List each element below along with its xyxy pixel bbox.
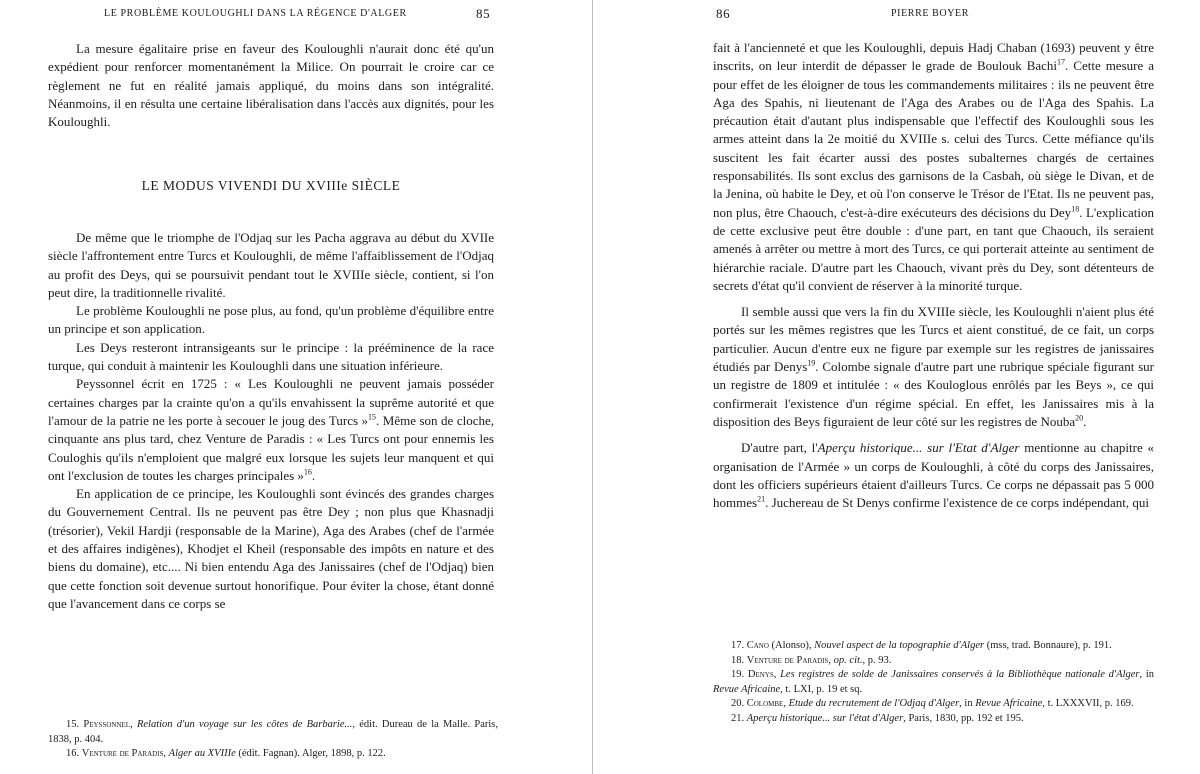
footnote-18-rest: , p. 93. (862, 654, 892, 666)
footnote-16: 16. Venture de Paradis, Alger au XVIIIe (édit. Fagnan). Alger, 1898, p. 122. (66, 748, 386, 760)
footnote-21-rest: , Paris, 1830, pp. 192 et 195. (903, 712, 1024, 724)
footnote-17-author: Cano (746, 640, 769, 651)
footnote-18-number: 18. (731, 654, 745, 666)
footnote-ref-17: 17 (1057, 57, 1066, 67)
right-para-3-part-c: . Juchereau de St Denys confirme l'existence de ce corps indépendant, qui (765, 495, 1149, 511)
right-running-head: PIERRE BOYER (891, 8, 970, 19)
footnote-17-rest: (mss, trad. Bonnaure), p. 191. (984, 640, 1112, 651)
footnote-21 (713, 712, 1154, 727)
footnote-16-title: Alger au XVIIIe (168, 748, 236, 760)
footnote-17-title: Nouvel aspect de la topographie d'Alger (814, 640, 985, 651)
footnote-17-number: 17. (731, 640, 745, 651)
footnote-15-author: Peyssonnel (83, 719, 131, 730)
right-para-1-part-a: fait à l'ancienneté et que les Kouloughli, depuis Hadj Chaban (1693) peuvent y être inscrits, on leur interdit de dépasser le grade de Boulouk Bachi (713, 40, 1154, 74)
footnote-20-rest: , in (959, 698, 976, 710)
right-para-2-part-a: Il semble aussi que vers la fin du XVIIIe siècle, les Kouloughli n'aient plus été portés sur les mêmes registres que les Turcs et aient constitué, de ce fait, un corps particulier. Aucun d'entre eux ne figure par exemple sur les registres de janissaires étudiés par Denys (713, 304, 1154, 375)
left-para-5-part-c: . (311, 467, 316, 483)
footnote-20: 20. Colombe, Etude du recrutement de l'Odjaq d'Alger, in Revue Africaine, t. LXXXVII, p. 169. (731, 698, 1134, 710)
right-para-3-title: Aperçu historique... sur l'Etat d'Alger (817, 440, 1020, 456)
footnote-19-journal: Revue Africaine (713, 683, 781, 695)
right-para-1-part-c: . L'explication de cette exclusive peut être double : d'une part, en tant que Chaouch, ils seraient amenés à arrêter ou mettre à mort des Turcs, ce qui porterait atteinte au sentiment de hiérarchie raciale. D'autre part les Chaouch, vivant près du Dey, sont détenteurs de secrets d'état qu'il convient de réserver à la minorité turque. (713, 204, 1154, 293)
footnote-20-title: Etude du recrutement de l'Odjaq d'Alger (788, 698, 960, 710)
left-opening-paragraph (48, 40, 494, 131)
right-page (599, 0, 1200, 774)
footnote-16-author: Venture de Paradis (81, 748, 164, 760)
footnote-ref-18: 18 (1071, 204, 1080, 214)
right-body-text (713, 39, 1154, 512)
footnote-19-author: Denys (747, 669, 774, 681)
footnote-15-rest: , édit. Dureau de la Malle. Paris, 1838, p. 404. (48, 719, 499, 745)
footnote-20-number: 20. (731, 698, 745, 710)
footnote-15: 15. Peyssonnel, Relation d'un voyage sur les côtes de Barbarie..., édit. Dureau de la Malle. Paris, 1838, p. 404. (48, 719, 499, 745)
footnote-18-title: op. cit. (833, 654, 863, 666)
footnote-19: 19. Denys, Les registres de solde de Janissaires conservés à la Bibliothèque nationale d'Alger, in Revue Africaine, t. LXI, p. 19 et sq. (713, 669, 1155, 695)
right-para-1-part-b: . Cette mesure a pour effet de les éloigner de tous les commandements militaires : ils ne peuvent être Aga des Spahis, ni lieutenant de l'Aga des Arabes ou de l'Aga des Spahis. La précaution était d'autant plus indispensable que l'effectif des Kouloughli sous les armes atteint dans la 2e moitié du XVIIIe s. celui des Turcs. Cette méfiance qu'ils suscitent les fait écarter aussi des postes subalternes chargés de certaines responsabilités. Ils sont exclus des garnisons de la Casbah, où siège le Divan, et de la Jenina, où habite le Dey, et où l'on conserve le Trésor de l'Etat. Ils ne peuvent pas, non plus, être Chaouch, c'est-à-dire exécuteurs des décisions du Dey (713, 58, 1154, 220)
footnote-ref-19: 19 (807, 358, 816, 368)
right-para-2-part-c: . (1083, 413, 1087, 429)
footnote-19-title: Les registres de solde de Janissaires conservés à la Bibliothèque nationale d'Alger (780, 669, 1140, 681)
footnote-18-author: Venture de Paradis (746, 654, 829, 666)
right-para-2 (713, 303, 1154, 431)
footnote-ref-20: 20 (1075, 413, 1084, 423)
footnote-19-end: , t. LXI, p. 19 et sq. (780, 683, 863, 695)
footnote-18: 18. Venture de Paradis, op. cit., p. 93. (731, 654, 892, 666)
right-para-1 (713, 39, 1154, 295)
footnote-ref-21: 21 (757, 494, 766, 504)
left-page (0, 0, 592, 774)
left-footnotes (48, 718, 498, 762)
right-para-3 (713, 439, 1154, 512)
left-para-1: La mesure égalitaire prise en faveur des Kouloughli n'aurait donc été qu'un expédient pour renforcer momentanément la Milice. On pourrait le croire car ce règlement ne fut en réalité jamais appliqué, du moins dans son intégralité. Néanmoins, il en résulta une certaine libéralisation dans l'accès aux dignités, pour les Kouloughli. (48, 41, 494, 130)
footnote-21-number: 21. (731, 712, 745, 724)
left-para-3: Le problème Kouloughli ne pose plus, au fond, qu'un problème d'équilibre entre un principe et son application. (48, 303, 494, 337)
footnote-20-journal: Revue Africaine (975, 698, 1043, 710)
right-para-3-part-b: mentionne au chapitre « organisation de l'Armée » un corps de Kouloughli, à côté du corps des Janissaires, dont les officiers supérieurs étaient d'ailleurs Turcs. Ce corps ne dépassait pas 5 000 hommes (713, 440, 1154, 511)
right-page-number: 86 (716, 6, 731, 21)
footnote-ref-16: 16 (303, 467, 312, 477)
footnote-20-end: , t. LXXXVII, p. 169. (1042, 698, 1134, 710)
footnote-ref-15: 15 (368, 412, 377, 422)
left-running-head: LE PROBLÈME KOULOUGHLI DANS LA RÉGENCE D'ALGER (104, 8, 407, 19)
footnote-19-number: 19. (731, 669, 745, 681)
footnote-16-number: 16. (66, 748, 80, 760)
footnote-20-author: Colombe (746, 698, 784, 710)
left-para-5-part-b: . Même son de cloche, cinquante ans plus tard, chez Venture de Paradis : « Les Turcs ont pour ennemis les Couloghis qu'ils n'emploient que malgré eux lorsque les sujets leur manquent et qui ont l'exclusion de toutes les charges principales » (48, 412, 494, 483)
footnote-15-title: Relation d'un voyage sur les côtes de Barbarie... (136, 719, 353, 730)
footnote-16-rest: (édit. Fagnan). Alger, 1898, p. 122. (235, 748, 386, 760)
left-para-6: En application de ce principe, les Kouloughli sont évincés des grandes charges du Gouvernement Central. Ils ne peuvent pas être Dey ; non plus que Khasnadji (trésorier), Vekil Hardji (responsable de la Marine), Aga des Arabes (chef de l'armée et des affaires indigènes), Khodjet el Kheil (responsable des impôts en nature et des biens du domaine), etc.... Ni bien entendu Aga des Janissaires (chef de l'Odjaq) bien que cette fonction soit devenue surtout honorifique. Pour éviter la chose, étant donné que l'avancement dans ce corps se (48, 486, 494, 611)
right-footnotes (713, 639, 1154, 727)
footnote-21-title: Aperçu historique... sur l'état d'Alger (746, 712, 904, 724)
footnote-19-rest: , in (1139, 669, 1155, 681)
left-body-text (48, 229, 494, 613)
left-page-number: 85 (476, 6, 491, 21)
right-para-3-part-a: D'autre part, l' (741, 440, 818, 456)
left-para-4: Les Deys resteront intransigeants sur le principe : la prééminence de la race turque, qui conduit à maintenir les Kouloughli dans une situation inférieure. (48, 339, 494, 374)
section-title: LE MODUS VIVENDI DU XVIIIe SIÈCLE (141, 178, 401, 193)
footnote-15-number: 15. (66, 719, 80, 730)
left-para-2: De même que le triomphe de l'Odjaq sur les Pacha aggrava au début du XVIIe siècle l'affrontement entre Turcs et Kouloughli, de même l'affaiblissement de l'Odjaq au profit des Deys, qui se poursuivit pendant tout le XVIIIe siècle, contient, si l'on peut dire, la traditionnelle rivalité. (48, 230, 494, 300)
left-para-5 (48, 375, 494, 485)
footnote-17-mid: (Alonso), (768, 640, 815, 651)
left-para-5-part-a: Peyssonnel écrit en 1725 : « Les Kouloughli ne peuvent jamais posséder certaines charges par la crainte qu'on a qu'ils envahissent la suprême autorité et que l'amour de la patrie ne les porte à secouer le joug des Turcs » (48, 376, 494, 428)
right-para-2-part-b: . Colombe signale d'autre part une rubrique spéciale figurant sur un registre de 1809 et intitulée : « des Kouloglous enrôlés par les Beys », ce qui confirmerait l'existence d'un régime spécial. En effet, les Janissaires mis à la disposition des Beys figuraient de leur côté sur les registres de Nouba (713, 359, 1155, 429)
footnote-17 (713, 639, 1154, 654)
